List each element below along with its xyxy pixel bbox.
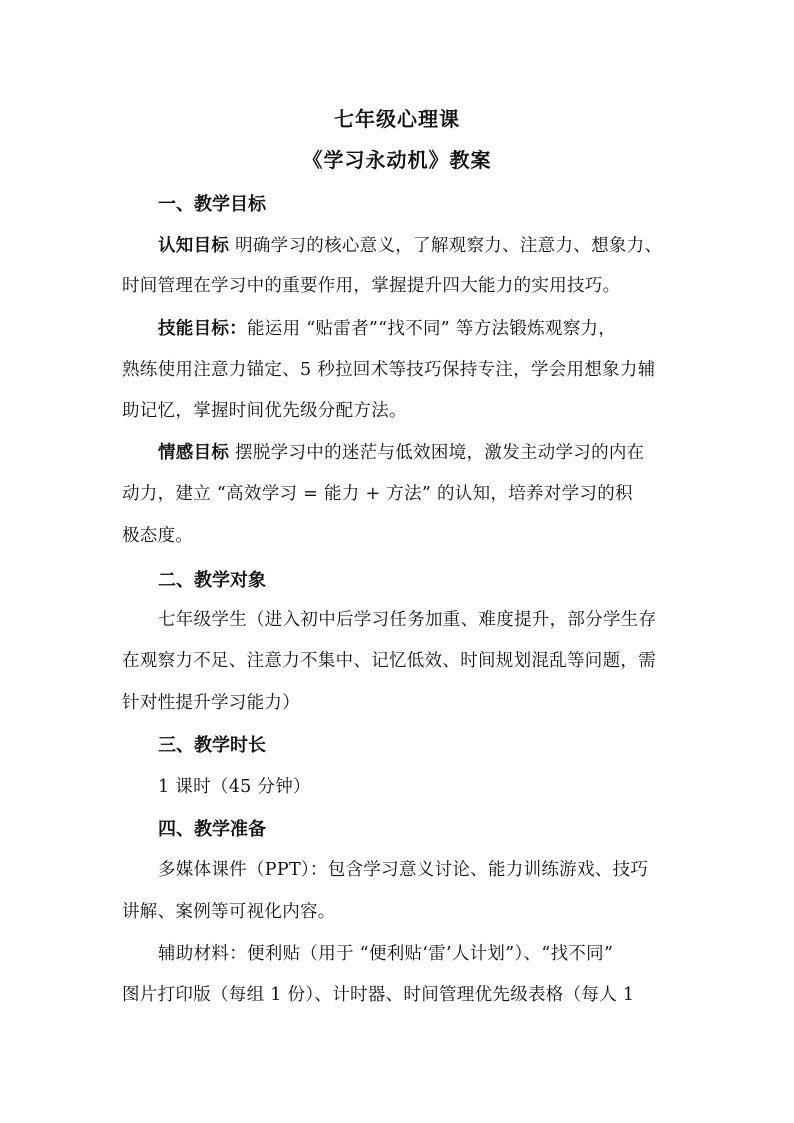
preparation-media-line-1: 多媒体课件（PPT）：包含学习意义讨论、能力训练游戏、技巧 (158, 860, 649, 880)
section-heading-preparation: 四、教学准备 (158, 819, 266, 840)
skill-objective-line-3: 助记忆，掌握时间优先级分配方法。 (122, 401, 407, 421)
emotion-objective-line-2: 动力，建立 “高效学习 = 能力 + 方法” 的认知，培养对学习的积 (122, 484, 633, 504)
preparation-media-line-2: 讲解、案例等可视化内容。 (122, 902, 336, 922)
audience-line-1: 七年级学生（进入初中后学习任务加重、难度提升，部分学生存 (158, 610, 657, 630)
section-heading-duration: 三、教学时长 (158, 735, 266, 756)
preparation-aux-line-2: 图片打印版（每组 1 份）、计时器、时间管理优先级表格（每人 1 (122, 985, 635, 1005)
section-heading-objectives: 一、教学目标 (158, 194, 266, 215)
preparation-aux-line-1: 辅助材料：便利贴（用于 “便利贴‘雷’人计划”）、“找不同” (158, 944, 614, 964)
skill-objective-line-1 (158, 315, 616, 340)
emotion-objective-label: 情感目标 (158, 443, 230, 463)
skill-objective-text-1: 能运用 “贴雷者”“找不同” 等方法锻炼观察力， (247, 319, 617, 339)
emotion-objective-line-1 (158, 439, 644, 464)
skill-objective-label: 技能目标： (158, 319, 247, 339)
cognitive-objective-line-2: 时间管理在学习中的重要作用，掌握提升四大能力的实用技巧。 (122, 276, 621, 296)
duration-line-1: 1 课时（45 分钟） (158, 777, 311, 797)
skill-objective-line-2: 熟练使用注意力锚定、5 秒拉回术等技巧保持专注，学会用想象力辅 (122, 360, 656, 380)
emotion-objective-line-3: 极态度。 (122, 526, 194, 546)
document-subtitle: 《学习永动机》教案 (302, 148, 492, 172)
emotion-objective-text-1: 摆脱学习中的迷茫与低效困境，激发主动学习的内在 (235, 443, 645, 463)
cognitive-objective-text-1: 明确学习的核心意义，了解观察力、注意力、想象力、 (235, 236, 663, 256)
section-heading-audience: 二、教学对象 (158, 570, 266, 591)
cognitive-objective-label: 认知目标 (158, 236, 230, 256)
audience-line-3: 针对性提升学习能力） (122, 693, 300, 713)
document-title: 七年级心理课 (334, 107, 460, 131)
audience-line-2: 在观察力不足、注意力不集中、记忆低效、时间规划混乱等问题，需 (122, 651, 656, 671)
cognitive-objective-line-1 (158, 232, 662, 257)
